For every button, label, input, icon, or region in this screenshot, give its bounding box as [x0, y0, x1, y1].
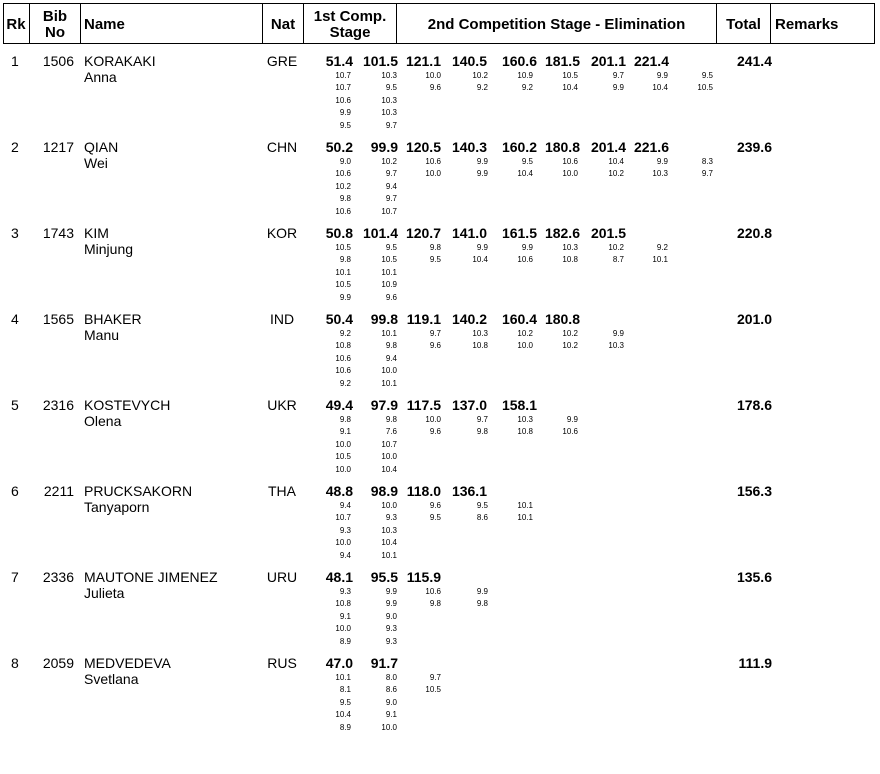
stage1-shot-score: 9.8	[339, 255, 351, 265]
stage2-shot-score: 10.6	[425, 157, 441, 166]
stage2-shot-score: 9.6	[429, 341, 441, 351]
stage2-shot-score: 10.2	[562, 341, 578, 351]
stage1-shot-score: 9.7	[385, 120, 397, 130]
stage2-shot-score: 10.2	[517, 329, 533, 338]
stage1-series-total: 91.7	[370, 655, 398, 671]
stage1-shot-score: 10.0	[381, 366, 397, 376]
stage2-shot-score: 8.3	[701, 157, 713, 166]
header-rank: Rk	[6, 16, 26, 33]
stage1-shot-score: 10.0	[381, 501, 397, 510]
stage1-shot-score: 9.7	[385, 169, 397, 179]
stage2-cumulative-total: 141.0	[451, 225, 487, 241]
stage1-series-total: 49.4	[325, 397, 353, 413]
stage2-cumulative-total: 181.5	[544, 53, 580, 69]
stage2-shot-score: 9.8	[476, 427, 488, 437]
stage1-shot-score: 9.3	[339, 525, 351, 535]
stage1-shot-score: 10.8	[335, 341, 351, 351]
athlete-bib: 2316	[42, 397, 74, 413]
stage1-shot-score: 9.4	[339, 550, 351, 560]
stage1-shot-score: 10.1	[335, 673, 351, 682]
athlete-bib: 2336	[42, 569, 74, 585]
stage1-series-total: 50.8	[325, 225, 353, 241]
stage2-shot-score: 10.4	[517, 169, 533, 179]
stage2-cumulative-total: 201.1	[590, 53, 626, 69]
stage1-shot-score: 10.7	[381, 439, 397, 449]
stage1-shot-score: 7.6	[385, 427, 397, 437]
stage2-shot-score: 8.7	[612, 255, 624, 265]
athlete-total: 239.6	[736, 139, 772, 155]
athlete-rank: 6	[11, 483, 19, 499]
stage2-shot-score: 10.2	[608, 169, 624, 179]
stage2-shot-score: 9.2	[521, 83, 533, 93]
stage2-shot-score: 10.6	[562, 157, 578, 166]
stage2-shot-score: 9.5	[701, 71, 713, 80]
athlete-nation: THA	[268, 483, 296, 499]
athlete-total: 241.4	[736, 53, 772, 69]
stage2-shot-score: 10.0	[425, 169, 441, 179]
stage1-shot-score: 9.9	[385, 587, 397, 596]
stage2-shot-score: 10.9	[517, 71, 533, 80]
athlete-rank: 1	[11, 53, 19, 69]
athlete-rank: 3	[11, 225, 19, 241]
athlete-surname: QIAN	[84, 139, 119, 155]
athlete-given-name: Tanyaporn	[84, 499, 150, 515]
header-first-stage-line2: Stage	[329, 24, 371, 41]
athlete-nation: URU	[266, 569, 298, 585]
stage1-shot-score: 10.0	[381, 452, 397, 462]
stage2-cumulative-total: 137.0	[451, 397, 487, 413]
athlete-bib: 1217	[42, 139, 74, 155]
stage2-cumulative-total: 120.5	[405, 139, 441, 155]
athlete-surname: BHAKER	[84, 311, 142, 327]
stage1-shot-score: 10.0	[381, 722, 397, 732]
stage1-shot-score: 8.1	[339, 685, 351, 695]
stage2-shot-score: 9.6	[429, 427, 441, 437]
stage1-shot-score: 9.5	[339, 697, 351, 707]
header-divider	[770, 3, 771, 44]
stage1-shot-score: 9.5	[385, 243, 397, 252]
stage1-shot-score: 9.5	[339, 120, 351, 130]
stage1-shot-score: 9.8	[339, 194, 351, 204]
stage2-shot-score: 10.5	[562, 71, 578, 80]
stage1-shot-score: 10.4	[335, 710, 351, 720]
stage2-shot-score: 10.4	[562, 83, 578, 93]
athlete-rank: 7	[11, 569, 19, 585]
stage2-shot-score: 9.7	[429, 673, 441, 682]
stage1-shot-score: 10.4	[381, 538, 397, 548]
stage2-shot-score: 10.3	[517, 415, 533, 424]
stage1-series-total: 97.9	[370, 397, 398, 413]
athlete-given-name: Svetlana	[84, 671, 139, 687]
stage2-cumulative-total: 160.4	[501, 311, 537, 327]
stage1-shot-score: 9.5	[385, 83, 397, 93]
stage2-shot-score: 9.9	[476, 157, 488, 166]
stage1-shot-score: 8.6	[385, 685, 397, 695]
stage1-shot-score: 8.9	[339, 636, 351, 646]
stage1-shot-score: 10.2	[335, 181, 351, 191]
stage1-shot-score: 10.9	[381, 280, 397, 290]
stage2-cumulative-total: 221.4	[633, 53, 669, 69]
stage2-shot-score: 9.9	[612, 329, 624, 338]
stage2-shot-score: 9.9	[521, 243, 533, 252]
stage1-shot-score: 10.1	[335, 267, 351, 277]
stage1-series-total: 51.4	[325, 53, 353, 69]
stage2-shot-score: 9.8	[429, 243, 441, 252]
stage1-shot-score: 10.0	[335, 624, 351, 634]
athlete-bib: 2211	[43, 483, 74, 499]
stage1-shot-score: 10.7	[381, 206, 397, 216]
stage1-shot-score: 9.4	[339, 501, 351, 510]
stage1-series-total: 98.9	[370, 483, 398, 499]
stage1-shot-score: 9.0	[339, 157, 351, 166]
stage2-shot-score: 10.8	[517, 427, 533, 437]
stage2-shot-score: 9.7	[476, 415, 488, 424]
stage1-shot-score: 9.4	[385, 353, 397, 363]
stage1-shot-score: 10.8	[335, 599, 351, 609]
stage1-series-total: 47.0	[325, 655, 353, 671]
header-name: Name	[84, 16, 125, 33]
stage2-shot-score: 10.3	[472, 329, 488, 338]
stage2-shot-score: 10.2	[562, 329, 578, 338]
stage2-shot-score: 9.9	[476, 587, 488, 596]
stage2-shot-score: 10.4	[652, 83, 668, 93]
stage2-shot-score: 9.2	[656, 243, 668, 252]
stage1-shot-score: 10.6	[335, 353, 351, 363]
stage2-cumulative-total: 221.6	[633, 139, 669, 155]
stage2-shot-score: 10.8	[472, 341, 488, 351]
stage1-shot-score: 10.4	[381, 464, 397, 474]
stage2-shot-score: 10.1	[652, 255, 668, 265]
athlete-given-name: Wei	[84, 155, 108, 171]
stage1-shot-score: 10.0	[335, 464, 351, 474]
stage2-cumulative-total: 140.5	[451, 53, 487, 69]
stage2-shot-score: 9.5	[429, 255, 441, 265]
athlete-surname: MEDVEDEVA	[84, 655, 171, 671]
stage1-shot-score: 10.2	[381, 157, 397, 166]
stage2-shot-score: 10.0	[425, 71, 441, 80]
stage2-shot-score: 9.5	[429, 513, 441, 523]
stage2-shot-score: 9.9	[656, 157, 668, 166]
stage1-shot-score: 9.8	[385, 341, 397, 351]
stage2-shot-score: 10.6	[562, 427, 578, 437]
header-remarks: Remarks	[775, 16, 839, 33]
stage2-shot-score: 10.1	[517, 501, 533, 510]
stage1-shot-score: 10.5	[335, 280, 351, 290]
stage2-cumulative-total: 201.5	[590, 225, 626, 241]
stage2-shot-score: 10.2	[608, 243, 624, 252]
stage1-series-total: 48.8	[325, 483, 353, 499]
athlete-rank: 8	[11, 655, 19, 671]
stage2-shot-score: 10.0	[562, 169, 578, 179]
stage2-shot-score: 10.3	[562, 243, 578, 252]
stage2-shot-score: 9.6	[429, 501, 441, 510]
stage1-shot-score: 9.3	[339, 587, 351, 596]
stage1-shot-score: 10.6	[335, 95, 351, 105]
header-bib-no: No	[45, 24, 65, 41]
athlete-surname: PRUCKSAKORN	[84, 483, 193, 499]
stage2-shot-score: 10.1	[517, 513, 533, 523]
stage2-shot-score: 10.3	[608, 341, 624, 351]
stage2-cumulative-total: 118.0	[406, 483, 441, 499]
athlete-nation: CHN	[266, 139, 298, 155]
stage1-shot-score: 9.9	[339, 292, 351, 302]
stage2-shot-score: 9.5	[476, 501, 488, 510]
stage2-cumulative-total: 120.7	[405, 225, 441, 241]
athlete-rank: 4	[11, 311, 19, 327]
stage2-shot-score: 9.5	[521, 157, 533, 166]
stage2-shot-score: 9.8	[476, 599, 488, 609]
stage2-shot-score: 8.6	[476, 513, 488, 523]
athlete-total: 111.9	[738, 655, 772, 671]
stage2-cumulative-total: 180.8	[544, 311, 580, 327]
stage1-shot-score: 10.1	[381, 550, 397, 560]
athlete-nation: RUS	[267, 655, 297, 671]
stage1-shot-score: 10.3	[381, 108, 397, 118]
athlete-given-name: Julieta	[84, 585, 125, 601]
stage2-shot-score: 9.9	[476, 243, 488, 252]
stage2-shot-score: 10.0	[517, 341, 533, 351]
stage1-series-total: 99.8	[370, 311, 398, 327]
stage1-shot-score: 9.3	[385, 513, 397, 523]
stage2-cumulative-total: 182.6	[544, 225, 580, 241]
stage2-shot-score: 9.7	[612, 71, 624, 80]
header-divider	[80, 3, 81, 44]
stage1-shot-score: 9.8	[339, 415, 351, 424]
stage1-shot-score: 8.9	[339, 722, 351, 732]
stage2-shot-score: 9.9	[476, 169, 488, 179]
stage1-shot-score: 10.1	[381, 378, 397, 388]
stage2-shot-score: 10.0	[425, 415, 441, 424]
stage2-shot-score: 9.6	[429, 83, 441, 93]
stage2-shot-score: 9.9	[656, 71, 668, 80]
stage2-cumulative-total: 140.2	[451, 311, 487, 327]
stage1-shot-score: 9.2	[339, 378, 351, 388]
stage1-series-total: 48.1	[325, 569, 353, 585]
stage2-cumulative-total: 136.1	[451, 483, 487, 499]
athlete-total: 135.6	[736, 569, 772, 585]
stage2-cumulative-total: 160.6	[501, 53, 537, 69]
stage2-shot-score: 9.7	[429, 329, 441, 338]
stage2-cumulative-total: 121.1	[405, 53, 441, 69]
athlete-rank: 5	[11, 397, 19, 413]
stage2-shot-score: 10.6	[425, 587, 441, 596]
stage1-shot-score: 10.3	[381, 95, 397, 105]
athlete-rank: 2	[11, 139, 19, 155]
stage2-shot-score: 9.8	[429, 599, 441, 609]
stage2-shot-score: 9.9	[566, 415, 578, 424]
stage2-cumulative-total: 117.5	[406, 397, 441, 413]
stage2-shot-score: 10.4	[472, 255, 488, 265]
athlete-surname: KORAKAKI	[84, 53, 156, 69]
stage1-shot-score: 9.9	[385, 599, 397, 609]
stage1-shot-score: 10.7	[335, 513, 351, 523]
header-bib: Bib	[42, 8, 68, 25]
stage1-shot-score: 9.3	[385, 624, 397, 634]
stage1-shot-score: 10.3	[381, 71, 397, 80]
athlete-surname: MAUTONE JIMENEZ	[84, 569, 218, 585]
stage1-shot-score: 8.0	[385, 673, 397, 682]
stage1-shot-score: 10.5	[335, 243, 351, 252]
athlete-bib: 1565	[42, 311, 74, 327]
stage2-shot-score: 9.2	[476, 83, 488, 93]
stage1-series-total: 50.4	[325, 311, 353, 327]
stage2-cumulative-total: 161.5	[501, 225, 537, 241]
stage1-shot-score: 10.1	[381, 329, 397, 338]
stage2-cumulative-total: 158.1	[501, 397, 537, 413]
stage2-shot-score: 10.6	[517, 255, 533, 265]
stage1-shot-score: 9.8	[385, 415, 397, 424]
stage2-shot-score: 10.8	[562, 255, 578, 265]
stage1-shot-score: 10.6	[335, 206, 351, 216]
athlete-surname: KOSTEVYCH	[84, 397, 171, 413]
stage1-shot-score: 9.1	[339, 611, 351, 621]
athlete-total: 156.3	[736, 483, 772, 499]
athlete-total: 178.6	[736, 397, 772, 413]
stage1-shot-score: 10.7	[335, 71, 351, 80]
stage1-shot-score: 10.7	[335, 83, 351, 93]
stage1-series-total: 99.9	[370, 139, 398, 155]
stage1-shot-score: 10.5	[335, 452, 351, 462]
stage1-shot-score: 10.5	[381, 255, 397, 265]
stage2-cumulative-total: 201.4	[590, 139, 626, 155]
athlete-bib: 1506	[42, 53, 74, 69]
stage1-shot-score: 9.0	[385, 697, 397, 707]
athlete-nation: UKR	[267, 397, 297, 413]
header-first-stage: 1st Comp.	[313, 8, 387, 25]
stage1-shot-score: 9.2	[339, 329, 351, 338]
stage1-shot-score: 10.0	[335, 538, 351, 548]
stage1-shot-score: 10.3	[381, 525, 397, 535]
stage2-shot-score: 10.5	[425, 685, 441, 695]
header-total: Total	[726, 16, 761, 33]
athlete-bib: 1743	[42, 225, 74, 241]
athlete-given-name: Anna	[84, 69, 117, 85]
athlete-given-name: Manu	[84, 327, 120, 343]
athlete-given-name: Olena	[84, 413, 122, 429]
header-nat: Nat	[270, 16, 296, 33]
stage1-shot-score: 9.1	[339, 427, 351, 437]
stage1-series-total: 95.5	[370, 569, 398, 585]
stage2-shot-score: 10.3	[652, 169, 668, 179]
athlete-surname: KIM	[84, 225, 109, 241]
stage2-shot-score: 9.9	[612, 83, 624, 93]
athlete-given-name: Minjung	[84, 241, 134, 257]
stage1-shot-score: 9.7	[385, 194, 397, 204]
stage1-shot-score: 10.0	[335, 439, 351, 449]
stage1-shot-score: 10.1	[381, 267, 397, 277]
athlete-bib: 2059	[42, 655, 74, 671]
stage1-shot-score: 9.9	[339, 108, 351, 118]
stage1-shot-score: 9.1	[385, 710, 397, 720]
stage1-shot-score: 10.6	[335, 366, 351, 376]
stage2-shot-score: 10.4	[608, 157, 624, 166]
stage2-cumulative-total: 160.2	[501, 139, 537, 155]
stage2-shot-score: 9.7	[701, 169, 713, 179]
stage2-shot-score: 10.5	[697, 83, 713, 93]
athlete-nation: GRE	[266, 53, 298, 69]
stage1-shot-score: 9.3	[385, 636, 397, 646]
athlete-nation: KOR	[266, 225, 298, 241]
athlete-nation: IND	[269, 311, 295, 327]
athlete-total: 201.0	[736, 311, 772, 327]
stage1-series-total: 101.5	[362, 53, 398, 69]
stage1-shot-score: 9.0	[385, 611, 397, 621]
stage1-series-total: 50.2	[325, 139, 353, 155]
stage2-cumulative-total: 119.1	[406, 311, 441, 327]
header-second-stage: 2nd Competition Stage - Elimination	[427, 16, 686, 33]
stage2-cumulative-total: 180.8	[544, 139, 580, 155]
stage2-cumulative-total: 140.3	[451, 139, 487, 155]
stage1-series-total: 101.4	[362, 225, 398, 241]
stage1-shot-score: 10.6	[335, 169, 351, 179]
stage1-shot-score: 9.6	[385, 292, 397, 302]
stage2-cumulative-total: 115.9	[406, 569, 441, 585]
athlete-total: 220.8	[736, 225, 772, 241]
stage2-shot-score: 10.2	[472, 71, 488, 80]
stage1-shot-score: 9.4	[385, 181, 397, 191]
